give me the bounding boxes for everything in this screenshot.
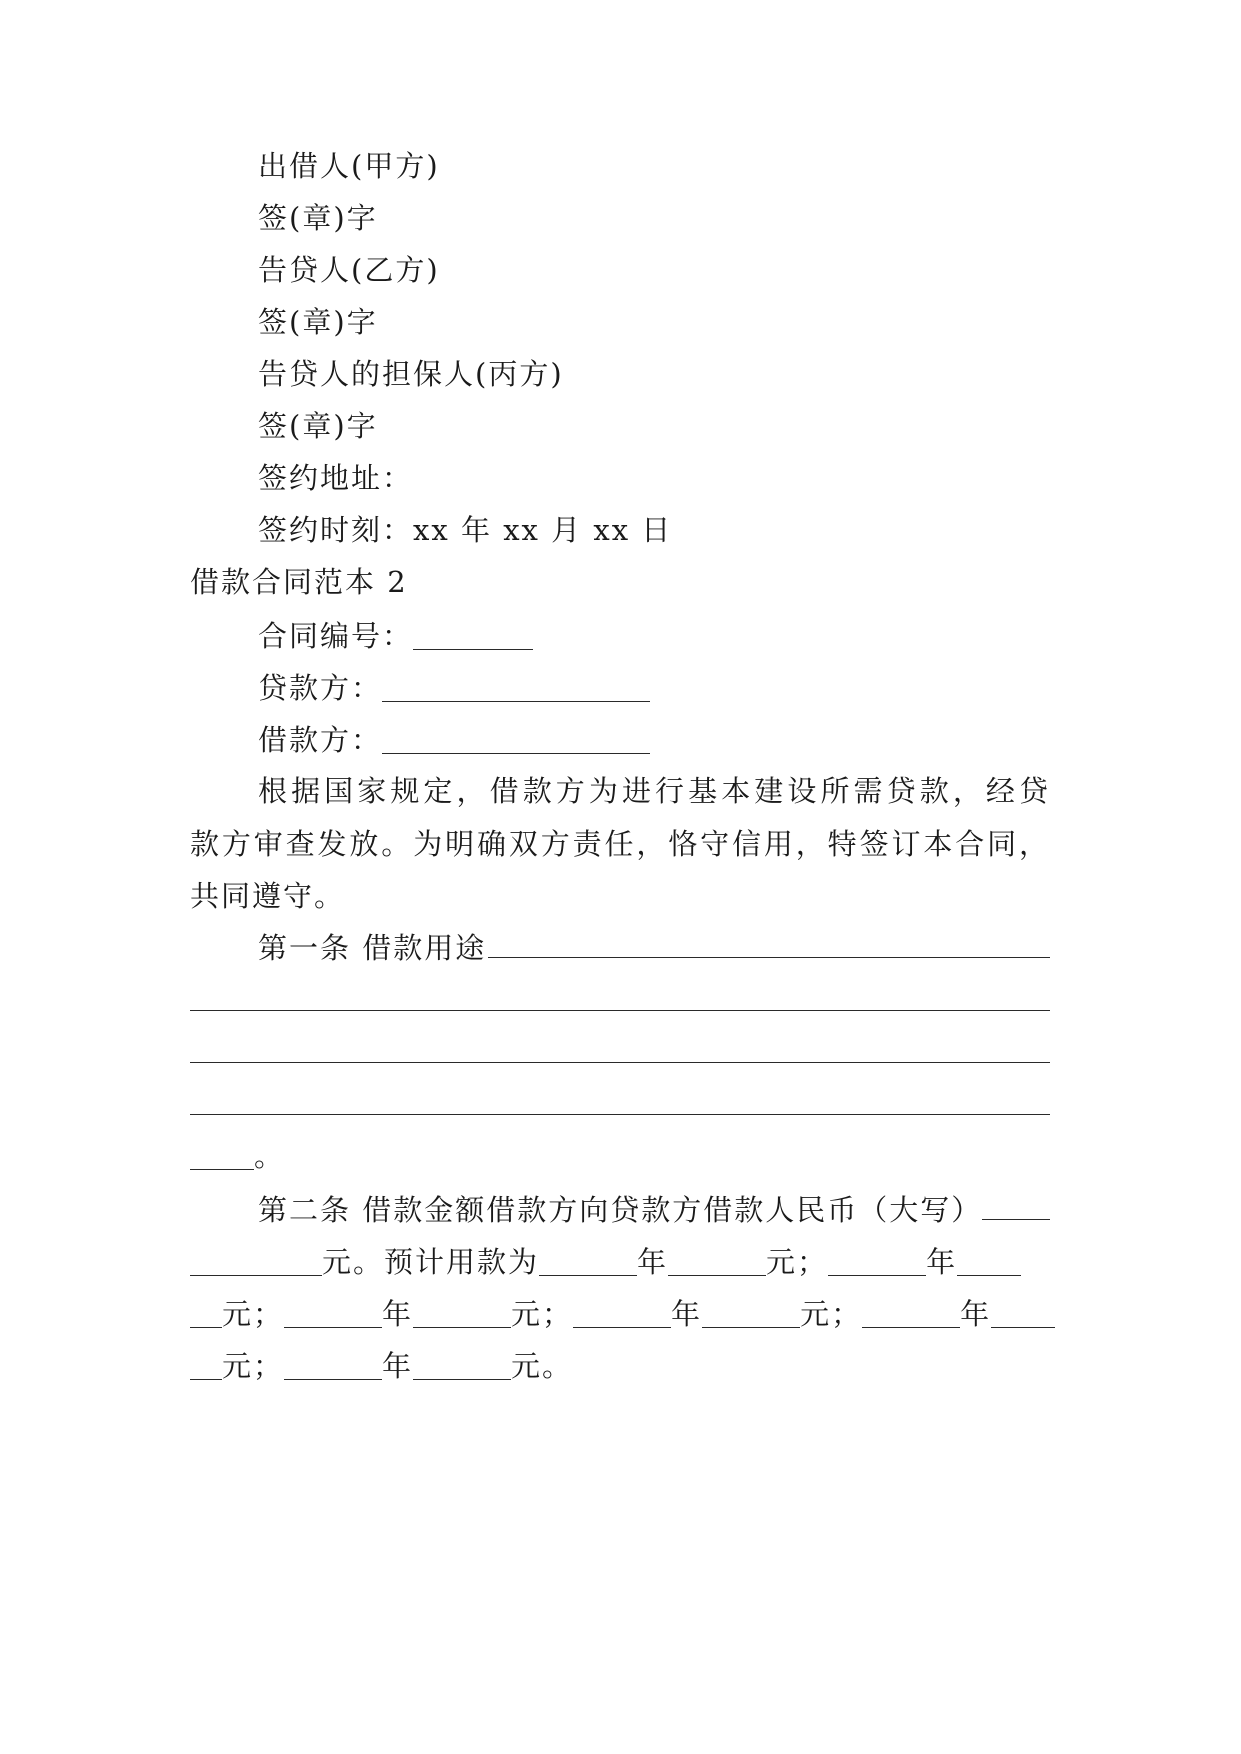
amount-blank xyxy=(190,1249,322,1276)
article-2-amount-blank xyxy=(982,1193,1050,1220)
article-2-plan-line-1 xyxy=(190,1244,1050,1280)
plan-2-amount-blank-a xyxy=(957,1249,1021,1276)
borrower-blank xyxy=(382,727,650,754)
article-2-plan-line-3 xyxy=(190,1348,1050,1384)
article-1-end-blank xyxy=(190,1143,254,1170)
article-2-line xyxy=(258,1192,1050,1228)
date-day-value: xx xyxy=(593,513,631,547)
article-2-plan-line-2 xyxy=(190,1296,1050,1332)
article-1-rule-2 xyxy=(190,1062,1050,1063)
plan-5-yuan: 元； xyxy=(222,1349,285,1383)
lender-blank xyxy=(382,675,650,702)
guarantor-signature-label: 签(章)字 xyxy=(258,409,378,443)
date-day-unit: 日 xyxy=(641,513,673,547)
contract-number-blank xyxy=(413,623,533,650)
lender-label: 贷款方： xyxy=(258,671,383,705)
plan-2-year-unit: 年 xyxy=(926,1245,958,1279)
article-1-rule-1 xyxy=(190,1010,1050,1011)
plan-1-yuan: 元； xyxy=(766,1245,829,1279)
lender-party-label: 出借人(甲方) xyxy=(258,149,440,183)
date-year-unit: 年 xyxy=(460,513,492,547)
date-year-value: xx xyxy=(413,513,450,547)
intro-line-1: 根据国家规定，借款方为进行基本建设所需贷款，经贷 xyxy=(258,774,1050,808)
date-month-unit: 月 xyxy=(551,513,583,547)
plan-5-amount-blank-a xyxy=(991,1301,1055,1328)
date-month-value: xx xyxy=(503,513,540,547)
article-1-end-line xyxy=(190,1138,1050,1174)
article-1-line xyxy=(258,930,1050,966)
plan-1-year-unit: 年 xyxy=(637,1245,669,1279)
borrower-line xyxy=(258,722,1050,758)
plan-5-year-unit: 年 xyxy=(960,1297,992,1331)
plan-label: 。预计用款为 xyxy=(353,1245,540,1279)
plan-6-year-blank xyxy=(284,1353,382,1380)
signing-date-label: 签约时刻： xyxy=(258,513,414,547)
signing-date-line xyxy=(258,512,1050,548)
plan-2-yuan: 元； xyxy=(222,1297,285,1331)
guarantor-party-label: 告贷人的担保人(丙方) xyxy=(258,357,564,391)
plan-4-year-unit: 年 xyxy=(671,1297,703,1331)
article-1-blank xyxy=(488,931,1050,958)
plan-4-yuan: 元； xyxy=(800,1297,863,1331)
lender-line xyxy=(258,670,1050,706)
intro-line-3: 共同遵守。 xyxy=(190,879,346,913)
borrower-label: 借款方： xyxy=(258,723,383,757)
plan-3-year-blank xyxy=(284,1301,382,1328)
plan-1-amount-blank xyxy=(668,1249,766,1276)
plan-5-year-blank xyxy=(862,1301,960,1328)
borrower-party-label: 告贷人(乙方) xyxy=(258,253,440,287)
article-2-label: 第二条 借款金额借款方向贷款方借款人民币（大写） xyxy=(258,1193,983,1227)
plan-2-amount-blank-b xyxy=(190,1301,222,1328)
intro-line-2: 款方审查发放。为明确双方责任，恪守信用，特签订本合同， xyxy=(190,827,1050,861)
borrower-signature-label: 签(章)字 xyxy=(258,305,378,339)
signing-place-label: 签约地址： xyxy=(258,461,414,495)
plan-6-yuan: 元。 xyxy=(511,1349,574,1383)
plan-2-year-blank xyxy=(828,1249,926,1276)
section-title: 借款合同范本 2 xyxy=(190,565,408,599)
plan-3-year-unit: 年 xyxy=(382,1297,414,1331)
lender-signature-label: 签(章)字 xyxy=(258,201,378,235)
plan-4-amount-blank xyxy=(702,1301,800,1328)
amount-unit: 元 xyxy=(322,1245,354,1279)
plan-3-amount-blank xyxy=(413,1301,511,1328)
plan-6-year-unit: 年 xyxy=(382,1349,414,1383)
plan-6-amount-blank xyxy=(413,1353,511,1380)
article-1-rule-3 xyxy=(190,1114,1050,1115)
plan-5-amount-blank-b xyxy=(190,1353,222,1380)
plan-3-yuan: 元； xyxy=(511,1297,574,1331)
contract-number-label: 合同编号： xyxy=(258,619,414,653)
plan-1-year-blank xyxy=(539,1249,637,1276)
article-1-end-mark: 。 xyxy=(254,1139,286,1173)
article-1-label: 第一条 借款用途 xyxy=(258,931,487,965)
plan-4-year-blank xyxy=(573,1301,671,1328)
contract-number-line xyxy=(258,618,1050,654)
